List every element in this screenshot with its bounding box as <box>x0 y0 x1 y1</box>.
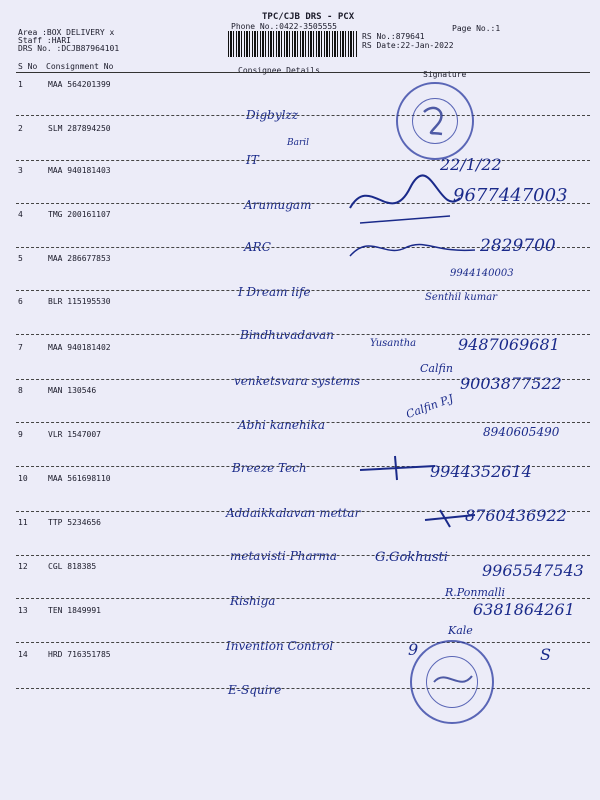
handwritten-phone: 9965547543 <box>482 561 584 580</box>
handwritten-phone: 2829700 <box>480 236 556 256</box>
row-consignee: E-Squire <box>228 683 282 697</box>
rs-number: RS No.:879641 <box>362 32 425 41</box>
staff-label: Staff :HARI <box>18 36 71 45</box>
handwritten-phone: 6381864261 <box>473 600 575 619</box>
row-consignment: CGL 818385 <box>48 562 97 571</box>
row-consignee: Bindhuvadavan <box>240 328 334 342</box>
col-sno: S No <box>18 62 38 71</box>
row-consignee: Arumugam <box>244 198 312 212</box>
row-consignee: ARC <box>244 240 271 254</box>
row-consignment: TTP 5234656 <box>48 518 101 527</box>
row-consignment: TMG 200161107 <box>48 210 111 219</box>
row-divider <box>16 642 590 643</box>
handwritten-phone: 9487069681 <box>458 335 560 354</box>
row-sno: 13 <box>18 606 28 615</box>
row-consignee: Addaikkalavan mettar <box>226 506 361 520</box>
row-sno: 10 <box>18 474 28 483</box>
row-consignment: MAA 561698110 <box>48 474 111 483</box>
row-sno: 7 <box>18 343 23 352</box>
handwritten-phone: 9944140003 <box>450 268 514 279</box>
row-consignment: MAA 940181402 <box>48 343 111 352</box>
row-consignee: IT <box>246 153 259 167</box>
handwritten-name: Calfin <box>420 362 453 375</box>
row-sno: 12 <box>18 562 28 571</box>
handwritten-phone: S <box>540 645 551 664</box>
row-divider <box>16 115 590 116</box>
barcode <box>228 31 358 57</box>
phone-number: Phone No.:0422-3505555 <box>231 22 337 31</box>
row-divider <box>16 555 590 556</box>
row-sno: 8 <box>18 386 23 395</box>
row-consignment: SLM 287894250 <box>48 124 111 133</box>
handwritten-name: Calfin P.J <box>404 391 456 422</box>
row-consignment: TEN 1849991 <box>48 606 101 615</box>
row-divider <box>16 160 590 161</box>
row-sno: 5 <box>18 254 23 263</box>
handwritten-name: G.Gokhusti <box>375 550 448 565</box>
row-divider <box>16 290 590 291</box>
handwritten-date: 22/1/22 <box>440 155 502 174</box>
handwritten-phone: 8760436922 <box>465 506 567 525</box>
col-consignment: Consignment No <box>46 62 114 71</box>
row-consignee: Invention Control <box>226 639 334 653</box>
row-consignment: MAA 564201399 <box>48 80 111 89</box>
handwritten-phone: 9003877522 <box>460 374 562 393</box>
row-sno: 9 <box>18 430 23 439</box>
handwritten-name: Kale <box>448 624 473 637</box>
handwritten-phone: 8940605490 <box>483 425 560 439</box>
handwritten-phone: 9677447003 <box>453 185 568 206</box>
handwritten-name: Senthil kumar <box>425 292 497 303</box>
area-label: Area :BOX DELIVERY x <box>18 28 115 37</box>
row-divider <box>16 422 590 423</box>
row-consignee: venketsvara systems <box>234 374 361 388</box>
row-sno: 11 <box>18 518 28 527</box>
row-sno: 2 <box>18 124 23 133</box>
row-sno: 4 <box>18 210 23 219</box>
row-sno: 14 <box>18 650 28 659</box>
row-consignee: Rishiga <box>230 594 276 608</box>
row-consignment: MAA 286677853 <box>48 254 111 263</box>
rs-date: RS Date:22-Jan-2022 <box>362 41 454 50</box>
drs-number: DRS No. :DCJB87964101 <box>18 44 120 53</box>
handwritten-name: R.Ponmalli <box>445 586 505 599</box>
company-stamp <box>410 640 494 724</box>
row-consignee: Digbylzz <box>246 108 299 122</box>
row-sno: 1 <box>18 80 23 89</box>
row-consignment: VLR 1547007 <box>48 430 101 439</box>
row-consignee: Breeze Tech <box>232 461 307 475</box>
row-consignee: Abhi kanehika <box>238 418 325 432</box>
handwritten-phone: 9 <box>408 640 419 659</box>
row-sno: 6 <box>18 297 23 306</box>
handwritten-note: Baril <box>287 138 310 148</box>
row-consignee: I Dream life <box>238 285 311 299</box>
handwritten-phone: 9944352614 <box>430 462 532 481</box>
signature-scribble <box>355 452 445 482</box>
row-consignee: metavisti Pharma <box>230 549 337 563</box>
row-sno: 3 <box>18 166 23 175</box>
drs-title: TPC/CJB DRS - PCX <box>262 12 355 22</box>
signature-scribble <box>420 505 480 530</box>
signature-scribble <box>345 228 485 268</box>
header-rule <box>16 72 590 73</box>
row-consignment: MAA 940181403 <box>48 166 111 175</box>
row-consignment: BLR 115195530 <box>48 297 111 306</box>
page-number: Page No.:1 <box>452 24 501 33</box>
company-stamp <box>396 82 474 160</box>
handwritten-name: Yusantha <box>370 338 417 349</box>
row-divider <box>16 688 590 689</box>
col-consignee: Consignee Details <box>238 66 320 75</box>
row-consignment: MAN 130546 <box>48 386 97 395</box>
row-consignment: HRD 716351785 <box>48 650 111 659</box>
col-signature: Signature <box>423 70 467 79</box>
